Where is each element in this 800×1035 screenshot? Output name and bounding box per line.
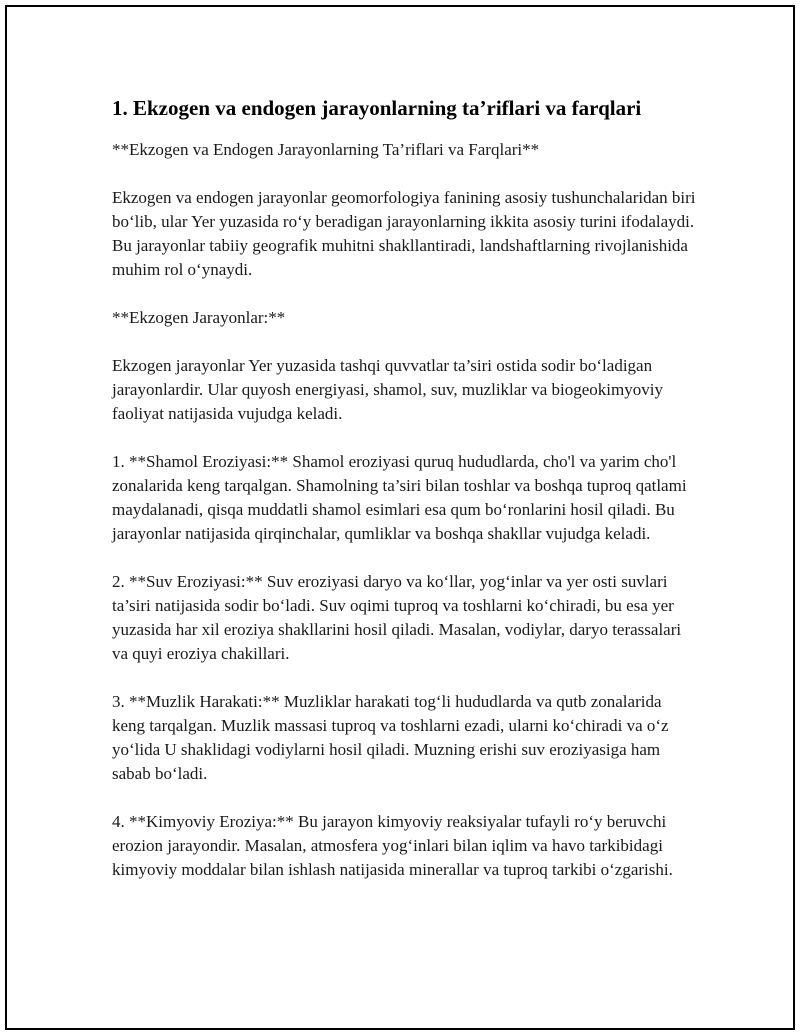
list-item-wind-erosion: 1. **Shamol Eroziyasi:** Shamol eroziyasi quruq hududlarda, cho'l va yarim cho'l zonalarida keng tarqalgan. Shamolning ta’siri bilan toshlar va boshqa tuproq qatlami maydalanadi, qisqa muddatli shamol esimlari esa qum bo‘ronlarini hosil qiladi. Bu jarayonlar natijasida qirqinchalar, qumliklar va boshqa shakllar vujudga keladi. [112, 452, 687, 543]
paragraph-intro: Ekzogen va endogen jarayonlar geomorfologiya fanining asosiy tushunchalaridan biri bo‘lib, ular Yer yuzasida ro‘y beradigan jarayonlarning ikkita asosiy turini ifodalaydi. Bu jarayonlar tabiiy geografik muhitni shakllantiradi, landshaftlarning rivojlanishida muhim rol o‘ynaydi. [112, 188, 696, 279]
list-item-water-erosion: 2. **Suv Eroziyasi:** Suv eroziyasi daryo va ko‘llar, yog‘inlar va yer osti suvlari ta’siri natijasida sodir bo‘ladi. Suv oqimi tuproq va toshlarni ko‘chiradi, bu esa yer yuzasida har xil eroziya shakllarini hosil qiladi. Masalan, vodiylar, daryo terassalari va quyi eroziya chakillari. [112, 572, 682, 663]
list-item-chemical-erosion: 4. **Kimyoviy Eroziya:** Bu jarayon kimyoviy reaksiyalar tufayli ro‘y beruvchi erozion jarayondir. Masalan, atmosfera yog‘inlari bilan iqlim va havo tarkibidagi kimyoviy moddalar bilan ishlash natijasida minerallar va tuproq tarkibi o‘zgarishi. [112, 812, 673, 879]
document-title: 1. Ekzogen va endogen jarayonlarning ta’riflari va farqlari [112, 96, 642, 120]
list-item-glacier-movement: 3. **Muzlik Harakati:** Muzliklar harakati tog‘li hududlarda va qutb zonalarida keng tarqalgan. Muzlik massasi tuproq va toshlarni ezadi, ularni ko‘chiradi va o‘z yo‘lida U shaklidagi vodiylarni hosil qiladi. Muzning erishi suv eroziyasiga ham sabab bo‘ladi. [112, 692, 669, 783]
document-subtitle: **Ekzogen va Endogen Jarayonlarning Ta’riflari va Farqlari** [112, 140, 540, 159]
document-body [112, 96, 697, 882]
paragraph-exogenous-definition: Ekzogen jarayonlar Yer yuzasida tashqi quvvatlar ta’siri ostida sodir bo‘ladigan jarayonlardir. Ular quyosh energiyasi, shamol, suv, muzliklar va biogeokimyoviy faoliyat natijasida vujudga keladi. [112, 356, 663, 423]
section-heading-exogenous: **Ekzogen Jarayonlar:** [112, 308, 286, 327]
